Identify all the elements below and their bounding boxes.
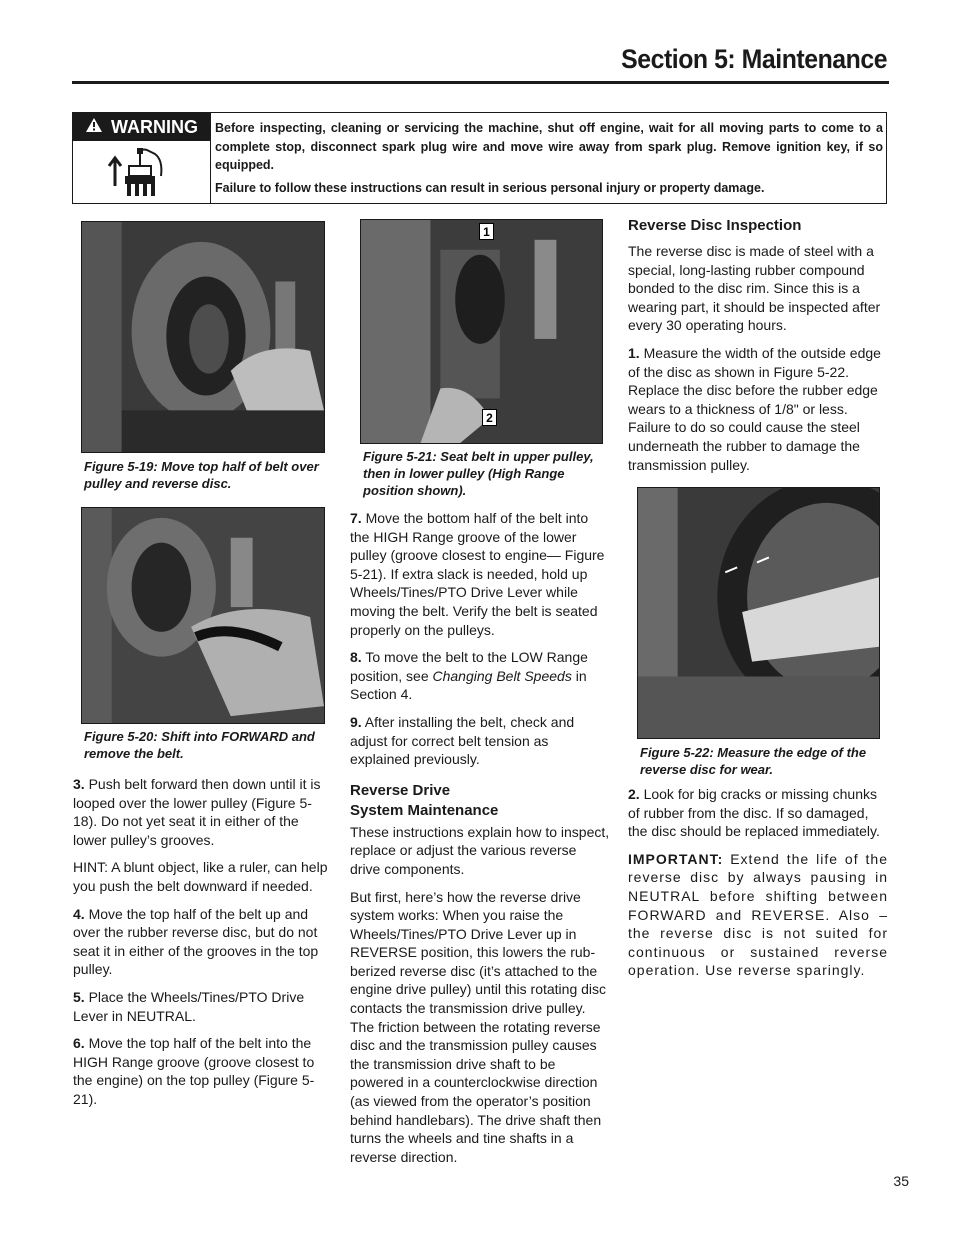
- reverse-drive-explanation: But first, here’s how the reverse drive system works: When you raise the Wheels/Tines/PTO Drive Lever up in REVERSE position, this lowers the rub-berized reverse disc (it’s attached to the engine drive pulley) until this rotating disc contacts the transmission drive pulley. The friction between the rotating reverse disc and the transmission pulley causes the transmission drive shaft to be powered in a counterclockwise direction (as viewed from the operator’s position behind handlebars). The drive shaft then turns the wheels and tine shafts in a reverse direction.: [350, 888, 607, 1165]
- reverse-drive-intro: These instructions explain how to inspect, replace or adjust the various reverse drive components.: [350, 823, 610, 877]
- figure-5-20-photo: [81, 507, 325, 724]
- column-3-lower-text: [628, 785, 888, 989]
- column-1-text: [73, 775, 329, 1118]
- figure-5-21-photo: [360, 219, 603, 444]
- important-note: IMPORTANT: Extend the life of the reverse disc by always pausing in NEUTRAL before shifting between FORWARD and REVERSE. Also – the reverse disc is not suited for continuous or sustained reverse operation. Use reverse sparingly.: [628, 850, 888, 979]
- warning-box: [72, 112, 887, 204]
- step-8: 8. To move the belt to the LOW Range position, see Changing Belt Speeds in Section 4.: [350, 649, 588, 703]
- reverse-disc-inspection-heading: Reverse Disc Inspection: [628, 217, 802, 234]
- warning-instructions: Before inspecting, cleaning or servicing the machine, shut off engine, wait for all moving parts to come to a complete stop, disconnect spark plug wire and move wire away from spark plug. Remove ignition key, if so equipped.: [215, 121, 883, 172]
- warning-banner: [73, 113, 210, 141]
- figure-5-21-callout-2: 2: [482, 409, 497, 426]
- figure-5-22-photo: [637, 487, 880, 739]
- figure-5-22-caption: Figure 5-22: Measure the edge of the reverse disc for wear.: [640, 745, 867, 777]
- title-rule: [72, 81, 889, 84]
- disconnect-spark-plug-icon: [107, 146, 171, 200]
- step-4: 4. Move the top half of the belt up and over the rubber reverse disc, but do not seat it in either of the grooves in the top pulley.: [73, 905, 319, 978]
- warning-label: WARNING: [111, 116, 198, 137]
- figure-5-19-caption: Figure 5-19: Move top half of belt over pulley and reverse disc.: [84, 459, 319, 491]
- column-3-text: [628, 216, 888, 483]
- figure-5-20-caption: Figure 5-20: Shift into FORWARD and remove the belt.: [84, 729, 315, 761]
- figure-5-19-photo: [81, 221, 325, 453]
- step-5: 5. Place the Wheels/Tines/PTO Drive Lever in NEUTRAL.: [73, 988, 305, 1024]
- step-3: 3. Push belt forward then down until it is looped over the lower pulley (Figure 5-18). Do not yet seat it in either of the lower pulley’s grooves.: [73, 776, 321, 848]
- reverse-disc-intro: The reverse disc is made of steel with a special, long-lasting rubber compound bonded to the disc rim. Since this is a wearing part, it should be inspected after every 30 operating hours.: [628, 243, 881, 334]
- figure-5-21-caption: Figure 5-21: Seat belt in upper pulley, then in lower pulley (High Range position shown).: [363, 449, 594, 498]
- step-6: 6. Move the top half of the belt into the HIGH Range groove (groove closest to the engine) on the top pulley (Figure 5-21).: [73, 1035, 315, 1107]
- page-number: 35: [893, 1173, 909, 1189]
- inspection-step-2: 2. Look for big cracks or missing chunks of rubber from the disc. If so damaged, the disc should be replaced immediately.: [628, 786, 880, 840]
- step-7: 7. Move the bottom half of the belt into the HIGH Range groove of the lower pulley (groove closest to engine— Figure 5-21). If extra slack is needed, hold up Wheels/Tines/PTO Drive Lever while moving the belt. Verify the belt is seated properly on the pulleys.: [350, 510, 605, 638]
- hint: HINT: A blunt object, like a ruler, can help you push the belt downward if needed.: [73, 859, 328, 894]
- warning-consequence: Failure to follow these instructions can result in serious personal injury or property damage.: [215, 180, 765, 195]
- reverse-drive-heading: Reverse Drive System Maintenance: [350, 781, 499, 819]
- warning-triangle-icon: [85, 117, 103, 138]
- section-title: Section 5: Maintenance: [621, 44, 887, 74]
- warning-symbol-panel: [73, 113, 211, 203]
- column-2-text: [350, 509, 610, 1175]
- inspection-step-1: 1. Measure the width of the outside edge of the disc as shown in Figure 5-22. Replace the disc before the rubber edge wears to a thickness of 1/8" or less. Failure to do so could cause the steel underneath the rubber to damage the transmission pulley.: [628, 344, 881, 473]
- step-9: 9. After installing the belt, check and adjust for correct belt tension as explained previously.: [350, 713, 575, 768]
- warning-text: [215, 119, 883, 201]
- figure-5-21-callout-1: 1: [479, 223, 494, 240]
